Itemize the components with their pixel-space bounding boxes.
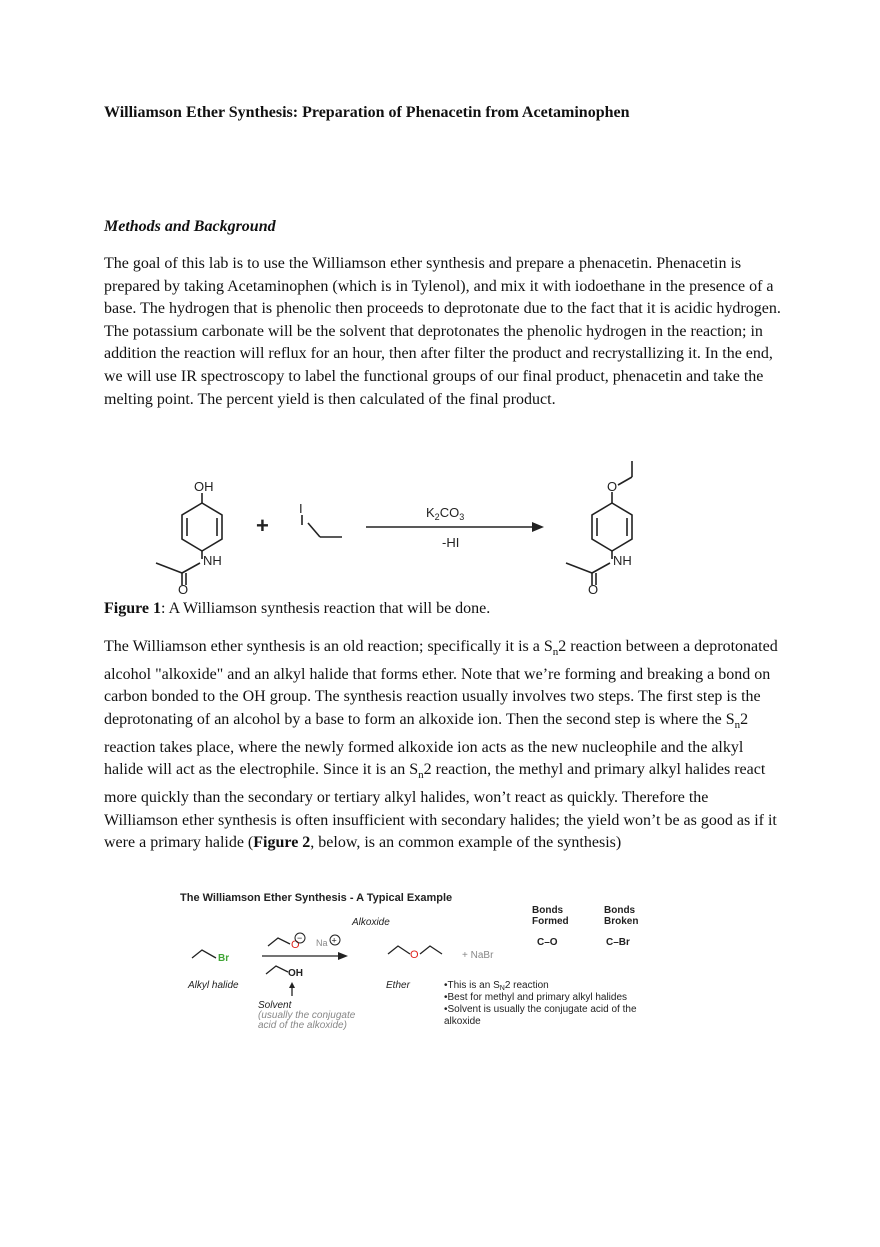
bullet-solvent-cont: alkoxide [444,1016,481,1027]
bromine-label: Br [218,953,230,964]
nh-label: NH [203,553,222,568]
page-title: Williamson Ether Synthesis: Preparation of Phenacetin from Acetaminophen [104,104,630,121]
williamson-example-figure [172,884,692,1044]
ethanol-structure [266,966,288,974]
byproduct-label: -HI [442,535,460,550]
solvent-note-2: acid of the alkoxide) [258,1020,347,1031]
product-carbonyl-o-label: O [588,582,599,595]
bullet-primary: •Best for methyl and primary alkyl halides [444,992,628,1003]
bonds-formed-header-2: Formed [532,916,569,927]
ether-structure [388,946,410,954]
bullet-sn2: •This is an $S_N2$ reaction [444,980,549,992]
sodium-label: Na [316,938,328,948]
alkyl-halide-structure [192,950,216,958]
alkoxide-oxygen-label: O [291,939,300,951]
reagent-label: $K_2CO_3$ [426,505,465,522]
oh-label: OH [194,479,214,494]
section-heading: Methods and Background [104,218,276,235]
hydroxyl-label: OH [288,968,303,979]
figure-1-caption: Figure 1: A Williamson synthesis reaction that will be done. [104,600,491,617]
iodoethane-structure [302,515,342,537]
acetaminophen-structure [156,493,222,585]
reaction-scheme-figure [140,455,680,595]
ether-o-label: O [607,479,618,494]
iodine-label: I [299,501,303,516]
solvent-note-1: (usually the conjugate [258,1010,356,1021]
intro-paragraph: The goal of this lab is to use the Williamson ether synthesis and prepare a phenacetin. Phenacetin is prepared by taking Acetaminophen (which is in Tylenol), and mix it with iodoethane in the presence of a base. The hydrogen that is phenolic then proceeds to deprotonate due to the fact that it is acidic hydrogen. The potassium carbonate will be the solvent that deprotonates the phenolic hydrogen in the reaction; in addition the reaction will reflux for an hour, then after filter the product and recrystallizing it. In the end, we will use IR spectroscopy to label the functional groups of our final product, phenacetin and take the melting point. The percent yield is then calculated of the final product. [104,255,781,408]
ether-oxygen-label: O [410,949,419,961]
negative-charge: − [297,933,303,943]
solvent-label: Solvent [258,1000,292,1011]
alkoxide-label: Alkoxide [352,917,390,928]
figure-2-title: The Williamson Ether Synthesis - A Typical Example [180,892,453,904]
plus-sign: + [256,513,269,538]
carbonyl-o-label: O [178,582,189,595]
positive-charge: + [331,935,337,946]
ether-label: Ether [386,980,410,991]
alkyl-halide-label: Alkyl halide [188,980,239,991]
bullet-solvent: •Solvent is usually the conjugate acid of the [444,1004,637,1015]
formed-bond-value: C–O [537,937,558,948]
nabr-label: + NaBr [462,950,494,961]
bonds-broken-header-2: Broken [604,916,639,927]
bonds-formed-header: Bonds [532,905,564,916]
alkoxide-structure [268,938,290,946]
bonds-broken-header: Bonds [604,905,636,916]
broken-bond-value: C–Br [606,937,630,948]
background-paragraph: The Williamson ether synthesis is an old reaction; specifically it is a $S_n2$ reaction between a deprotonated alcohol "alkoxide" and an alkyl halide that forms ether. Note that we’re forming and breaking a bond on carbon bonded to the OH group. The synthesis reaction usually involves two steps. The first step is the deprotonating of an alcohol by a base to form an alkoxide ion. Then the second step is where the $S_n2$ reaction takes place, where the newly formed alkoxide ion acts as the new nucleophile and the alkyl halide will act as the electrophile. Since it is an $S_n2$ reaction, the methyl and primary alkyl halides react more quickly than the secondary or tertiary alkyl halides, won’t react as quickly. Therefore the Williamson ether synthesis is often insufficient with secondary halides; the yield won’t be as good as if it were a primary halide (Figure 2, below, is an common example of the synthesis) [104,638,778,852]
product-nh-label: NH [613,553,632,568]
